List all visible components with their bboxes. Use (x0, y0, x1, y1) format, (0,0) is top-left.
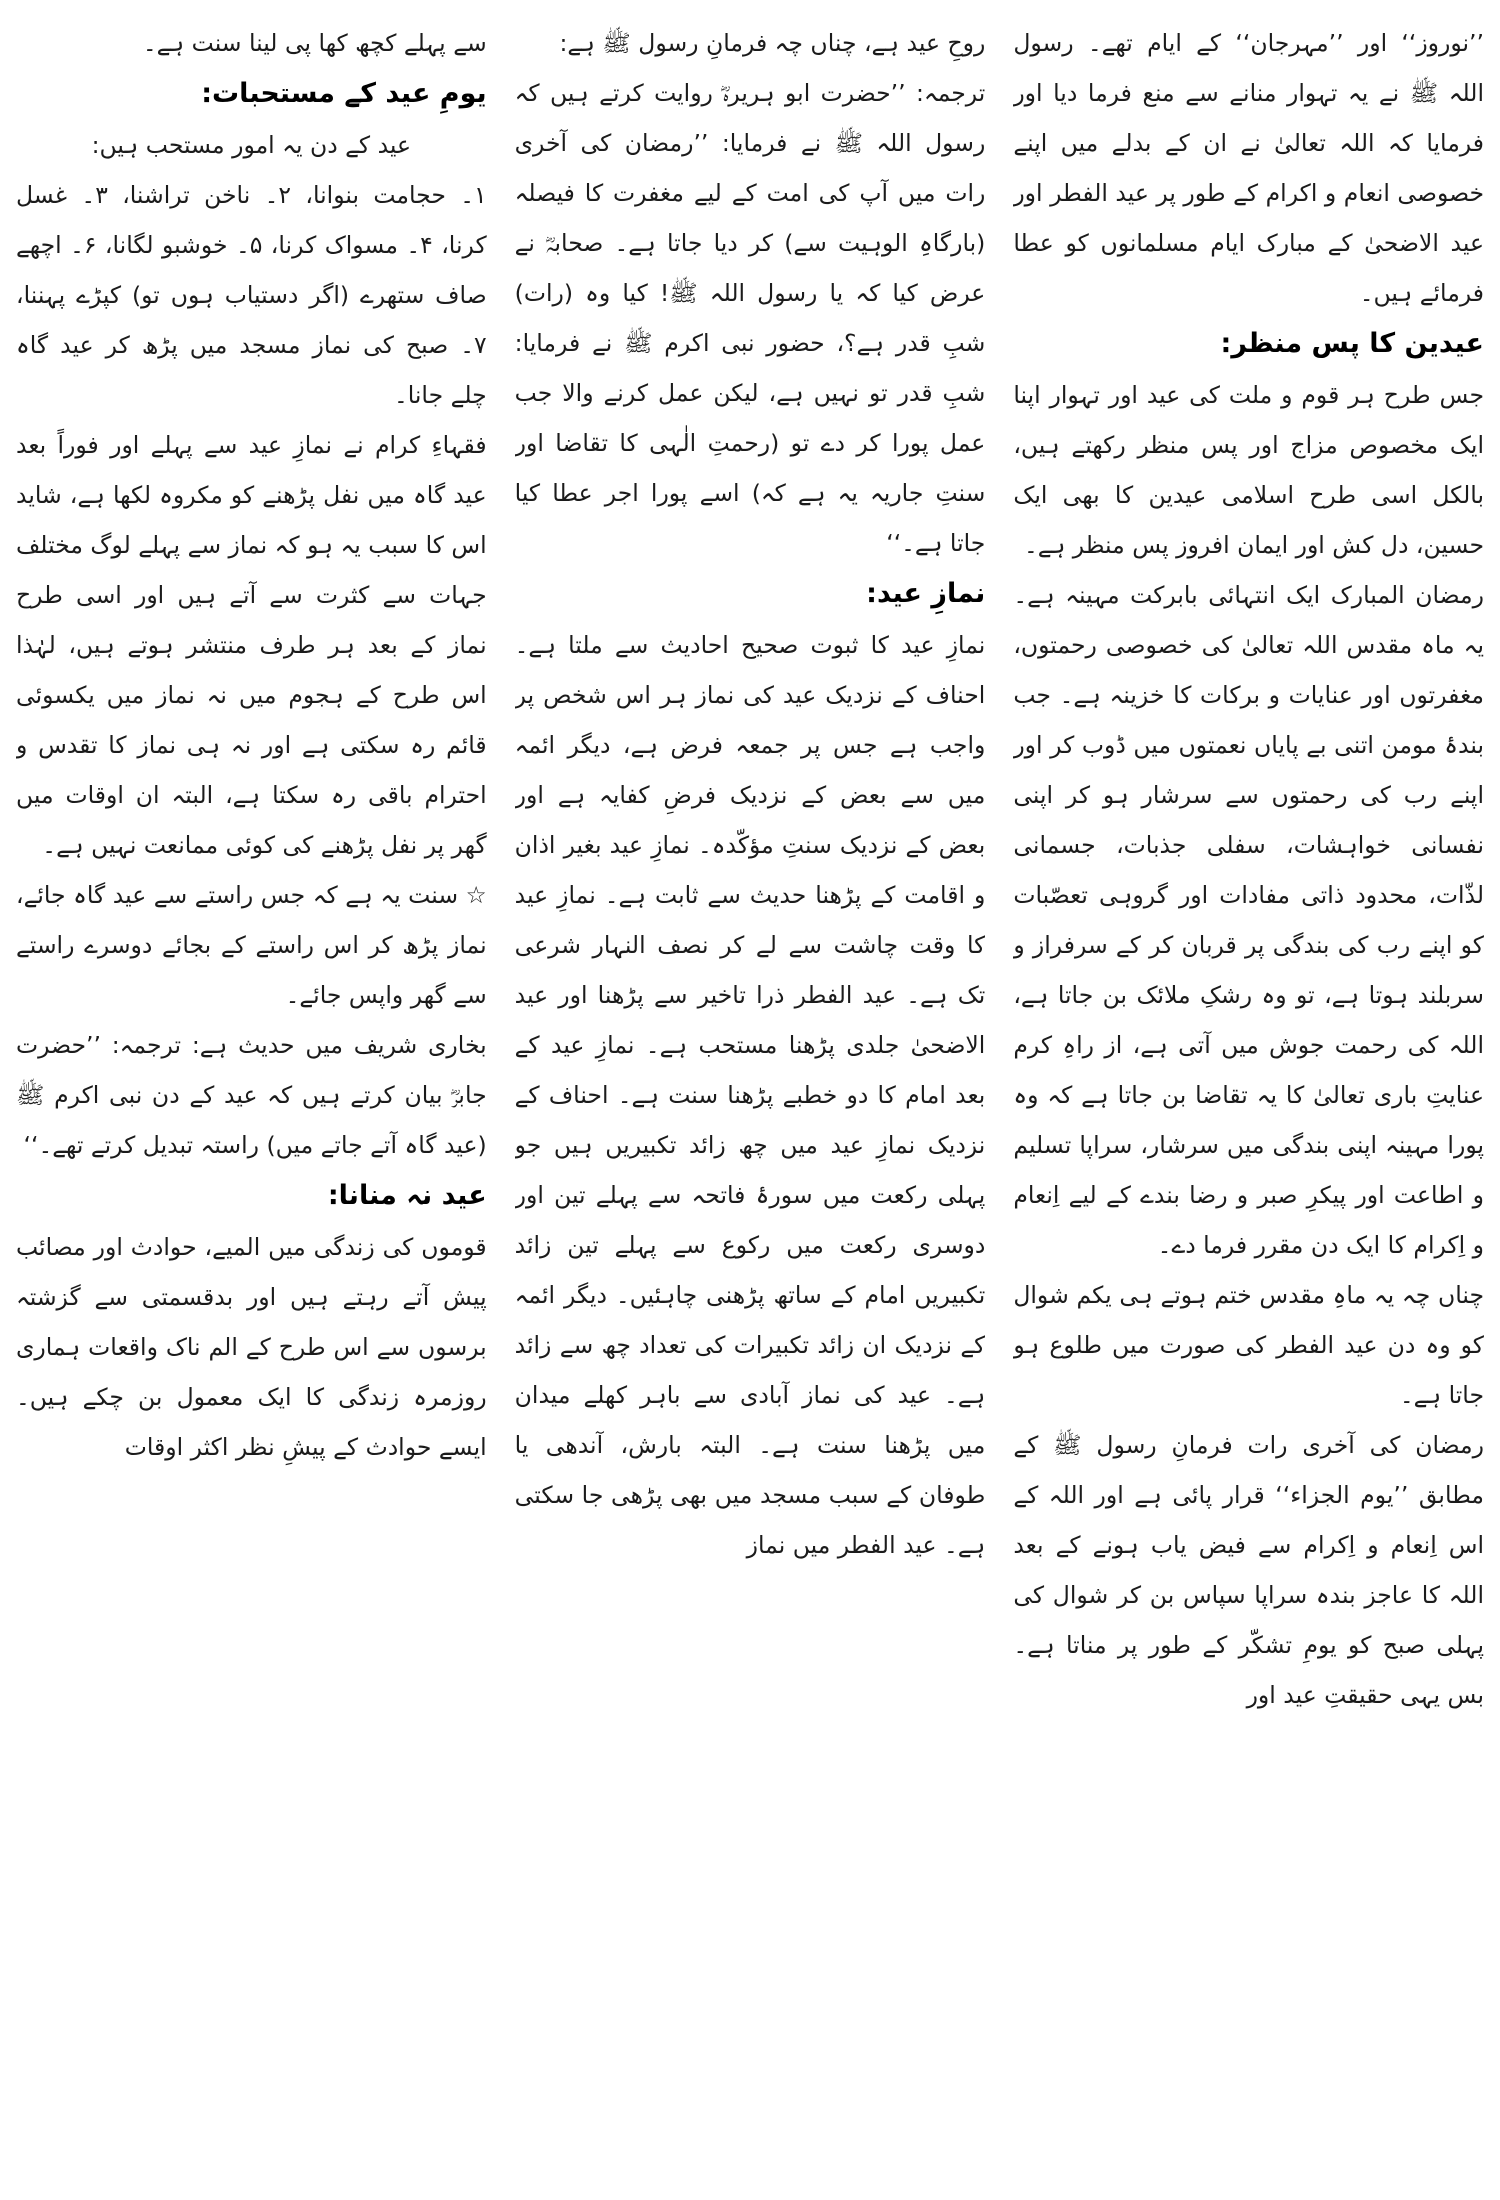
section-heading: نمازِ عید: (866, 578, 986, 609)
body-paragraph: فقہاءِ کرام نے نمازِ عید سے پہلے اور فوراً بعد عید گاہ میں نفل پڑھنے کو مکروہ لکھا ہے، شاید اس کا سبب یہ ہو کہ نماز سے پہلے لوگ مختلف جہات سے کثرت سے آتے ہیں اور اسی طرح نماز کے بعد ہر طرف منتشر ہوتے ہیں، لہٰذا اس طرح کے ہجوم میں نہ نماز میں یکسوئی قائم رہ سکتی ہے اور نہ ہی نماز کا تقدس و احترام باقی رہ سکتا ہے، البتہ ان اوقات میں گھر پر نفل پڑھنے کی کوئی ممانعت نہیں ہے۔ (15, 431, 487, 859)
body-paragraph: ۱۔ حجامت بنوانا، ۲۔ ناخن تراشنا، ۳۔ غسل کرنا، ۴۔ مسواک کرنا، ۵۔ خوشبو لگانا، ۶۔ اچھے صاف ستھرے (اگر دستیاب ہوں تو) کپڑے پہننا، ۷۔ صبح کی نماز مسجد میں پڑھ کر عید گاہ چلے جانا۔ (15, 181, 487, 409)
body-paragraph: ترجمہ: ’’حضرت ابو ہریرہؓ روایت کرتے ہیں کہ رسول اللہ ﷺ نے فرمایا: ’’رمضان کی آخری رات میں آپ کی امت کے لیے مغفرت کا فیصلہ (بارگاہِ الوہیت سے) کر دیا جاتا ہے۔ صحابہؓ نے عرض کیا کہ یا رسول اللہ ﷺ! کیا وہ (رات) شبِ قدر ہے؟، حضور نبی اکرم ﷺ نے فرمایا: شبِ قدر تو نہیں ہے، لیکن عمل کرنے والا جب عمل پورا کر دے تو (رحمتِ الٰہی کا تقاضا اور سنتِ جاریہ یہ ہے کہ) اسے پورا اجر عطا کیا جاتا ہے۔‘‘ (514, 79, 986, 557)
body-paragraph: ☆ سنت یہ ہے کہ جس راستے سے عید گاہ جائے، نماز پڑھ کر اس راستے کے بجائے دوسرے راستے سے گھر واپس جائے۔ (15, 881, 487, 1009)
column-middle (515, 18, 986, 2182)
newspaper-page (16, 18, 1484, 2182)
column-right (1013, 18, 1484, 2182)
body-paragraph: روحِ عید ہے، چناں چہ فرمانِ رسول ﷺ ہے: (559, 29, 986, 57)
body-paragraph: ’’نوروز‘‘ اور ’’مہرجان‘‘ کے ایام تھے۔ رسول اللہ ﷺ نے یہ تہوار منانے سے منع فرما دیا اور فرمایا کہ اللہ تعالیٰ نے ان کے بدلے میں اپنے خصوصی انعام و اکرام کے طور پر عید الفطر اور عید الاضحیٰ کے مبارک ایام مسلمانوں کو عطا فرمائے ہیں۔ (1013, 29, 1484, 307)
body-paragraph: سے پہلے کچھ کھا پی لینا سنت ہے۔ (142, 29, 487, 57)
body-paragraph: رمضان کی آخری رات فرمانِ رسول ﷺ کے مطابق ’’یوم الجزاء‘‘ قرار پائی ہے اور اللہ کے اس اِنعام و اِکرام سے فیض یاب ہونے کے بعد اللہ کا عاجز بندہ سراپا سپاس بن کر شوال کی پہلی صبح کو یومِ تشکّر کے طور پر مناتا ہے۔ بس یہی حقیقتِ عید اور (1013, 1431, 1484, 1709)
body-paragraph: رمضان المبارک ایک انتہائی بابرکت مہینہ ہے۔ یہ ماہ مقدس اللہ تعالیٰ کی خصوصی رحمتوں، مغفرتوں اور عنایات و برکات کا خزینہ ہے۔ جب بندۂ مومن اتنی بے پایاں نعمتوں میں ڈوب کر اور اپنے رب کی رحمتوں سے سرشار ہو کر اپنی نفسانی خواہشات، سفلی جذبات، جسمانی لذّات، محدود ذاتی مفادات اور گروہی تعصّبات کو اپنے رب کی بندگی پر قربان کر کے سرفراز و سربلند ہوتا ہے، تو وہ رشکِ ملائک بن جاتا ہے، اللہ کی رحمت جوش میں آتی ہے، از راہِ کرم عنایتِ باری تعالیٰ کا یہ تقاضا بن جاتا ہے کہ وہ پورا مہینہ اپنی بندگی میں سرشار، سراپا تسلیم و اطاعت اور پیکرِ صبر و رضا بندے کے لیے اِنعام و اِکرام کا ایک دن مقرر فرما دے۔ (1013, 581, 1484, 1259)
body-paragraph: بخاری شریف میں حدیث ہے: ترجمہ: ’’حضرت جابرؓ بیان کرتے ہیں کہ عید کے دن نبی اکرم ﷺ (عید گاہ آتے جاتے میں) راستہ تبدیل کرتے تھے۔‘‘ (15, 1031, 487, 1159)
section-heading: عیدین کا پس منظر: (1220, 328, 1484, 359)
body-paragraph: نمازِ عید کا ثبوت صحیح احادیث سے ملتا ہے۔ احناف کے نزدیک عید کی نماز ہر اس شخص پر واجب ہے جس پر جمعہ فرض ہے، دیگر ائمہ میں سے بعض کے نزدیک فرضِ کفایہ ہے اور بعض کے نزدیک سنتِ مؤکّدہ۔ نمازِ عید بغیر اذان و اقامت کے پڑھنا حدیث سے ثابت ہے۔ نمازِ عید کا وقت چاشت سے لے کر نصف النہار شرعی تک ہے۔ عید الفطر ذرا تاخیر سے پڑھنا اور عید الاضحیٰ جلدی پڑھنا مستحب ہے۔ نمازِ عید کے بعد امام کا دو خطبے پڑھنا سنت ہے۔ احناف کے نزدیک نمازِ عید میں چھ زائد تکبیریں ہیں جو پہلی رکعت میں سورۂ فاتحہ سے پہلے تین اور دوسری رکعت میں رکوع سے پہلے تین زائد تکبیریں امام کے ساتھ پڑھنی چاہئیں۔ دیگر ائمہ کے نزدیک ان زائد تکبیرات کی تعداد چھ سے زائد ہے۔ عید کی نماز آبادی سے باہر کھلے میدان میں پڑھنا سنت ہے۔ البتہ بارش، آندھی یا طوفان کے سبب مسجد میں بھی پڑھی جا سکتی ہے۔ عید الفطر میں نماز (514, 631, 986, 1559)
body-paragraph: عید کے دن یہ امور مستحب ہیں: (91, 131, 412, 159)
section-heading: عید نہ منانا: (327, 1180, 487, 1211)
body-paragraph: چناں چہ یہ ماہِ مقدس ختم ہوتے ہی یکم شوال کو وہ دن عید الفطر کی صورت میں طلوع ہو جاتا ہے۔ (1013, 1281, 1484, 1409)
body-paragraph: قوموں کی زندگی میں المیے، حوادث اور مصائب پیش آتے رہتے ہیں اور بدقسمتی سے گزشتہ برسوں سے اس طرح کے الم ناک واقعات ہماری روزمرہ زندگی کا ایک معمول بن چکے ہیں۔ ایسے حوادث کے پیشِ نظر اکثر اوقات (15, 1233, 487, 1461)
body-paragraph: جس طرح ہر قوم و ملت کی عید اور تہوار اپنا ایک مخصوص مزاج اور پس منظر رکھتے ہیں، بالکل اسی طرح اسلامی عیدین کا بھی ایک حسین، دل کش اور ایمان افروز پس منظر ہے۔ (1013, 381, 1484, 559)
column-left (16, 18, 487, 2182)
section-heading: یومِ عید کے مستحبات: (201, 78, 487, 109)
